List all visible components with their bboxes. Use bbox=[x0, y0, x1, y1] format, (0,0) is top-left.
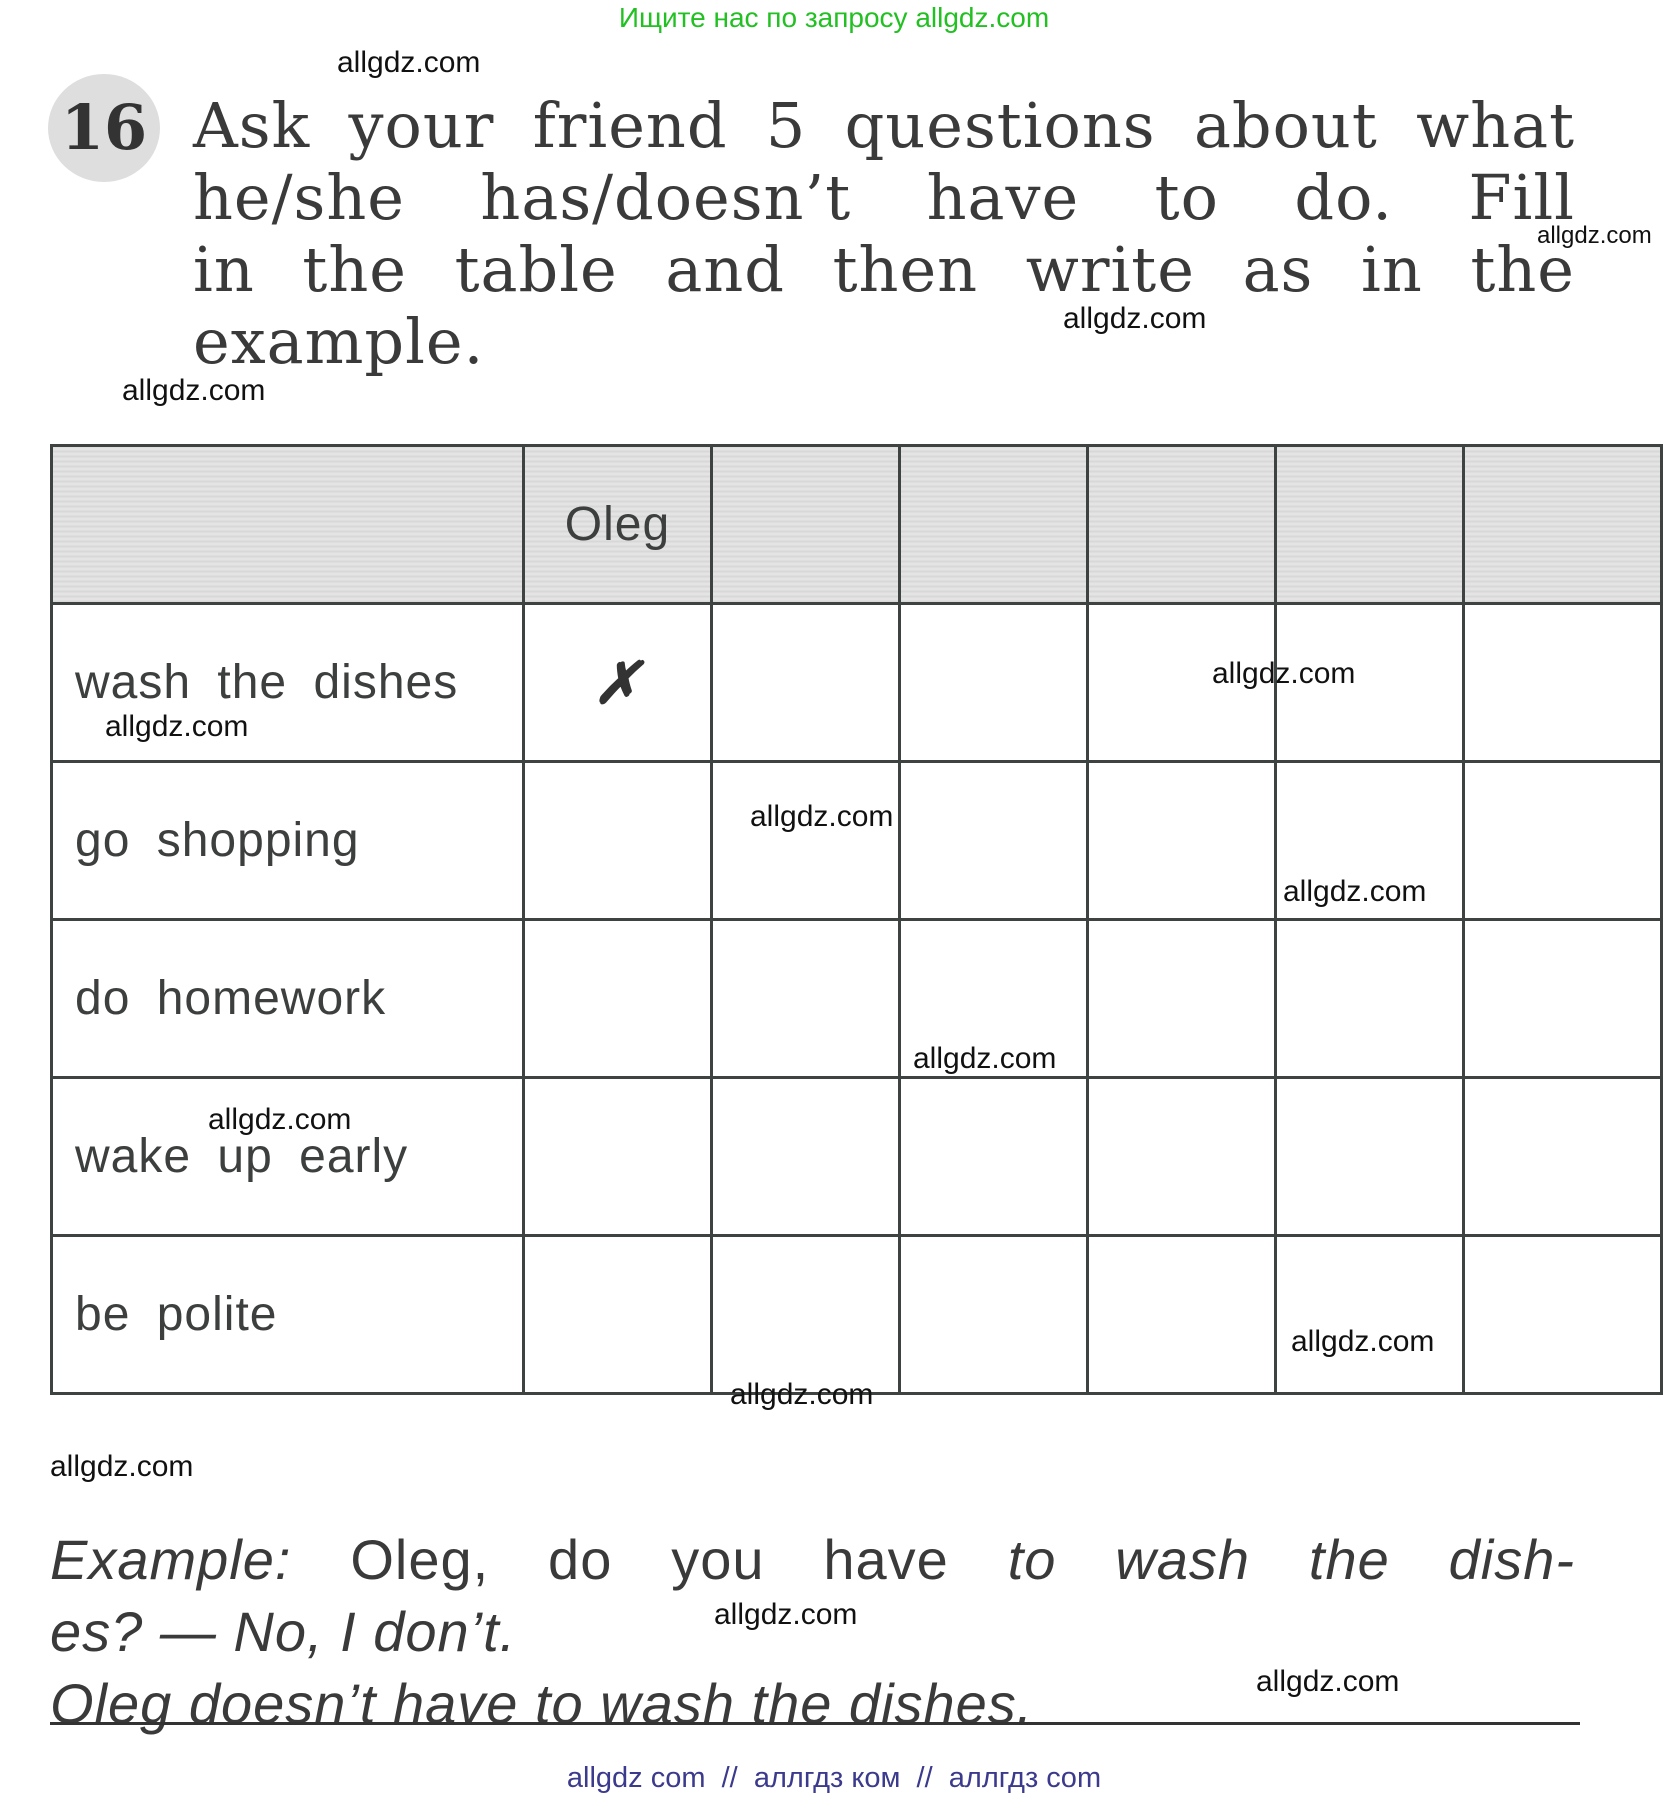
answer-underline bbox=[50, 1722, 1580, 1725]
header-cell[interactable] bbox=[1276, 446, 1464, 604]
answer-cell[interactable] bbox=[1464, 604, 1662, 762]
watermark: allgdz.com bbox=[1212, 657, 1356, 690]
watermark: allgdz.com bbox=[105, 710, 249, 743]
answer-cell-oleg[interactable] bbox=[524, 762, 712, 920]
watermark: allgdz.com bbox=[208, 1103, 352, 1136]
header-cell-empty bbox=[52, 446, 524, 604]
watermark: allgdz.com bbox=[1283, 875, 1427, 908]
top-banner: Ищите нас по запросу allgdz.com bbox=[618, 2, 1050, 33]
answer-cell[interactable] bbox=[1464, 1078, 1662, 1236]
answer-cell[interactable] bbox=[1276, 1236, 1464, 1394]
table-row bbox=[52, 920, 1662, 1078]
answer-cell[interactable] bbox=[1088, 762, 1276, 920]
example-line-2: es? — No, I don’t. bbox=[50, 1600, 517, 1663]
answer-cell[interactable] bbox=[1464, 920, 1662, 1078]
instruction-line-4: example. bbox=[193, 305, 485, 378]
instruction-line-2: he/she has/doesn’t have to do. Fill bbox=[193, 161, 1575, 234]
watermark: allgdz.com bbox=[730, 1378, 874, 1411]
watermark: allgdz.com bbox=[50, 1450, 194, 1483]
instruction-line-1: Ask your friend 5 questions about what bbox=[193, 89, 1575, 162]
answer-cell[interactable] bbox=[1276, 920, 1464, 1078]
answer-cell-oleg[interactable] bbox=[524, 920, 712, 1078]
answer-cell[interactable] bbox=[1088, 1236, 1276, 1394]
header-cell[interactable] bbox=[712, 446, 900, 604]
answer-cell-oleg[interactable] bbox=[524, 1236, 712, 1394]
answer-cell[interactable] bbox=[900, 762, 1088, 920]
watermark: allgdz.com bbox=[1063, 302, 1207, 335]
row-label-do-homework: do homework bbox=[52, 920, 524, 1078]
answer-cell[interactable] bbox=[900, 604, 1088, 762]
watermark: allgdz.com bbox=[714, 1598, 858, 1631]
table-header-row bbox=[52, 446, 1662, 604]
answer-cell[interactable] bbox=[1088, 920, 1276, 1078]
example-question-italic: to wash the dish- bbox=[1007, 1528, 1576, 1591]
header-cell[interactable] bbox=[1464, 446, 1662, 604]
example-answer: Oleg doesn’t have to wash the dishes. bbox=[50, 1672, 1034, 1735]
answer-cell[interactable] bbox=[900, 1236, 1088, 1394]
example-label: Example: bbox=[50, 1528, 292, 1591]
header-cell-oleg: Oleg bbox=[524, 446, 712, 604]
answer-cell[interactable] bbox=[712, 1236, 900, 1394]
instruction-line-3: in the table and then write as in the bbox=[193, 233, 1575, 306]
watermark: allgdz.com bbox=[1537, 222, 1652, 249]
example-question-plain: Oleg, do you have bbox=[350, 1528, 949, 1591]
answer-cell[interactable] bbox=[1464, 762, 1662, 920]
table-row bbox=[52, 604, 1662, 762]
example-line-1 bbox=[50, 1524, 1575, 1596]
watermark: allgdz.com bbox=[750, 800, 894, 833]
row-label-wash-the-dishes: wash the dishes bbox=[52, 604, 524, 762]
answer-cell[interactable] bbox=[1088, 1078, 1276, 1236]
watermark: allgdz.com bbox=[1256, 1665, 1400, 1698]
answer-cell[interactable] bbox=[1276, 1078, 1464, 1236]
table-row bbox=[52, 1078, 1662, 1236]
table-row bbox=[52, 1236, 1662, 1394]
watermark: allgdz.com bbox=[122, 374, 266, 407]
watermark: allgdz.com bbox=[913, 1042, 1057, 1075]
answer-cell[interactable] bbox=[712, 762, 900, 920]
answer-cell[interactable] bbox=[900, 1078, 1088, 1236]
row-label-wake-up-early: wake up early bbox=[52, 1078, 524, 1236]
exercise-number-badge: 16 bbox=[48, 74, 160, 182]
header-cell[interactable] bbox=[1088, 446, 1276, 604]
watermark: allgdz.com bbox=[337, 46, 481, 79]
row-label-be-polite: be polite bbox=[52, 1236, 524, 1394]
cross-mark: ✗ bbox=[592, 650, 643, 716]
survey-table bbox=[50, 444, 1663, 1395]
row-label-go-shopping: go shopping bbox=[52, 762, 524, 920]
answer-cell-oleg[interactable] bbox=[524, 1078, 712, 1236]
header-cell[interactable] bbox=[900, 446, 1088, 604]
answer-cell-oleg[interactable] bbox=[524, 604, 712, 762]
answer-cell[interactable] bbox=[712, 604, 900, 762]
answer-cell[interactable] bbox=[712, 1078, 900, 1236]
answer-cell[interactable] bbox=[712, 920, 900, 1078]
watermark: allgdz.com bbox=[1291, 1325, 1435, 1358]
footer-watermark: allgdz com // аллгдз ком // аллгдз com bbox=[566, 1762, 1102, 1794]
answer-cell[interactable] bbox=[1464, 1236, 1662, 1394]
